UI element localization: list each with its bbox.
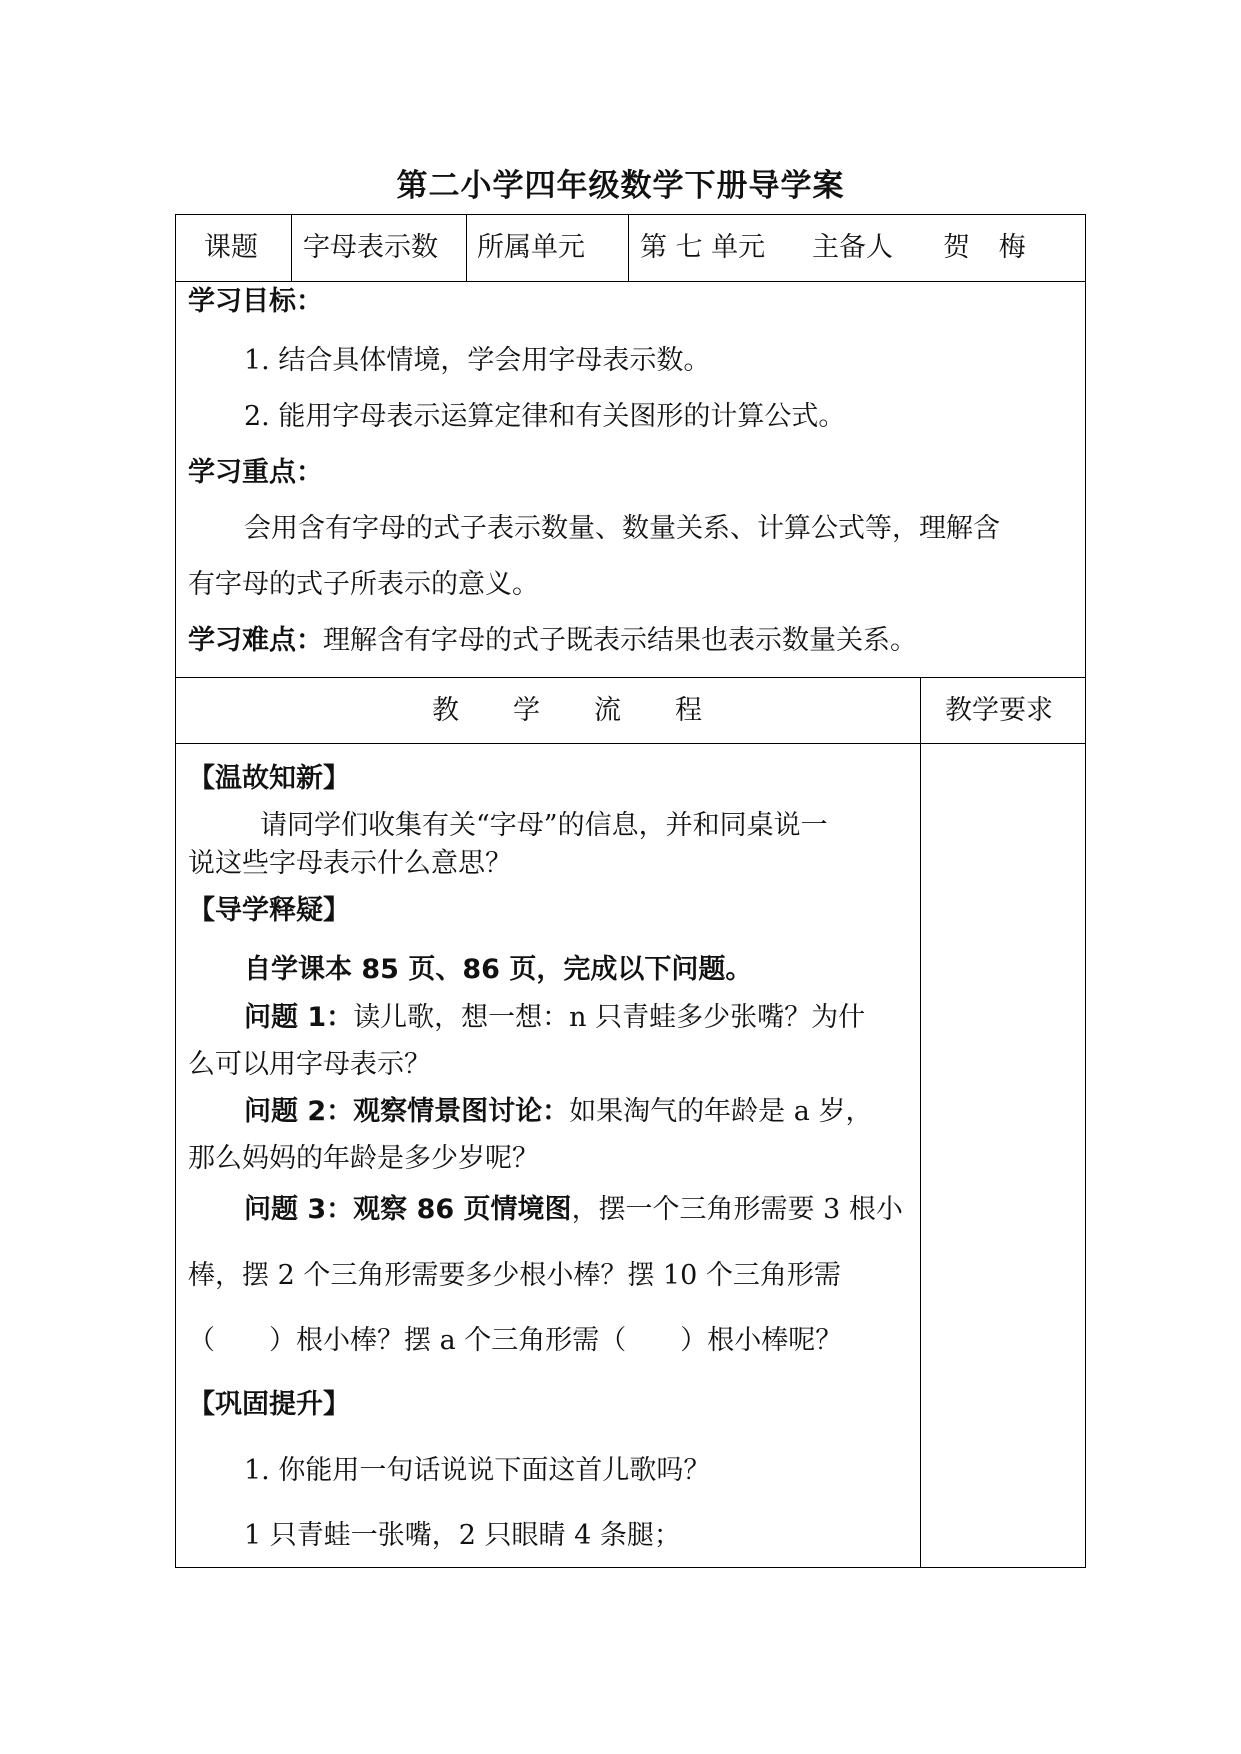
difficulty-heading: 学习难点： [188, 625, 323, 656]
question-3-line-1 [244, 1196, 903, 1223]
consolidate-line-2: 1 只青蛙一张嘴，2 只眼睛 4 条腿； [244, 1520, 681, 1551]
header-row-divider [175, 281, 1086, 282]
question-1-label: 问题 1： [244, 1002, 354, 1033]
difficulty-text: 理解含有字母的式子既表示结果也表示数量关系。 [323, 625, 917, 656]
focus-line-1: 会用含有字母的式子表示数量、数量关系、计算公式等，理解含 [244, 513, 1000, 544]
document-title: 第二小学四年级数学下册导学案 [396, 168, 845, 204]
question-1-line-2: 么可以用字母表示？ [188, 1049, 431, 1080]
process-col-divider [920, 677, 921, 1567]
header-col-divider-3 [628, 214, 629, 281]
question-1-line-1 [244, 1004, 865, 1031]
question-3-text: ，摆一个三角形需要 3 根小 [571, 1194, 903, 1225]
topic-value: 字母表示数 [303, 232, 438, 263]
question-2-text: 如果淘气的年龄是 a 岁， [569, 1096, 873, 1127]
process-header-right: 教学要求 [945, 695, 1053, 726]
consolidate-line-1: 1. 你能用一句话说说下面这首儿歌吗？ [244, 1455, 711, 1486]
focus-line-2: 有字母的式子所表示的意义。 [188, 569, 539, 600]
focus-heading: 学习重点： [188, 457, 323, 488]
header-col-divider-2 [466, 214, 467, 281]
table-border-top [175, 214, 1086, 215]
review-heading: 【温故知新】 [188, 763, 350, 794]
header-col-divider-1 [291, 214, 292, 281]
question-3-label: 问题 3：观察 86 页情境图 [244, 1194, 572, 1225]
guide-intro: 自学课本 85 页、86 页，完成以下问题。 [244, 954, 753, 985]
review-line-2: 说这些字母表示什么意思？ [188, 848, 512, 879]
question-2-line-1 [244, 1098, 872, 1125]
goal-item-1: 1. 结合具体情境，学会用字母表示数。 [244, 345, 711, 376]
review-line-1: 请同学们收集有关“字母”的信息，并和同桌说一 [260, 810, 828, 841]
goals-heading: 学习目标： [188, 286, 323, 317]
process-header-left: 教 学 流 程 [432, 695, 702, 726]
unit-value: 第 七 单元 [640, 232, 766, 263]
question-2-line-2: 那么妈妈的年龄是多少岁呢？ [188, 1143, 539, 1174]
goal-item-2: 2. 能用字母表示运算定律和有关图形的计算公式。 [244, 401, 846, 432]
preparer-label: 主备人 [812, 232, 893, 263]
table-border-left [175, 214, 176, 1568]
table-border-right [1085, 214, 1086, 1568]
table-border-bottom [175, 1567, 1086, 1568]
question-3-line-3: （ ）根小棒？摆 a 个三角形需（ ）根小棒呢？ [188, 1325, 843, 1356]
difficulty-row [188, 627, 917, 654]
goals-section-divider [175, 677, 1086, 678]
question-2-label: 问题 2：观察情景图讨论： [244, 1096, 570, 1127]
topic-label: 课题 [204, 232, 258, 263]
question-1-text: 读儿歌，想一想：n 只青蛙多少张嘴？为什 [353, 1002, 866, 1033]
unit-label: 所属单元 [477, 232, 585, 263]
question-3-line-2: 棒，摆 2 个三角形需要多少根小棒？摆 10 个三角形需 [188, 1260, 841, 1291]
preparer-value: 贺 梅 [943, 232, 1036, 263]
consolidate-heading: 【巩固提升】 [188, 1389, 350, 1420]
guide-heading: 【导学释疑】 [188, 895, 350, 926]
process-header-divider [175, 743, 1086, 744]
